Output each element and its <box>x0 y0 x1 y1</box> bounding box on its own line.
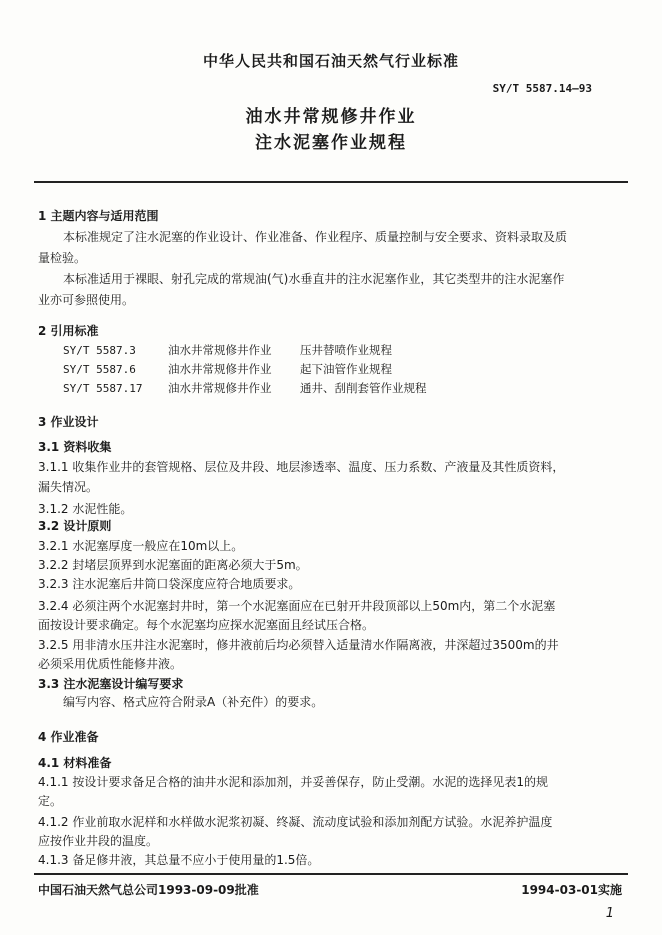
subsection-heading: 3.1 资料收集 <box>38 440 112 454</box>
reference-item <box>63 361 392 377</box>
approval-date: 中国石油天然气总公司1993-09-09批准 <box>38 883 259 897</box>
reference-title: 通井、刮削套管作业规程 <box>300 381 427 395</box>
paragraph: 本标准规定了注水泥塞的作业设计、作业准备、作业程序、质量控制与安全要求、资料录取及质 <box>63 230 568 244</box>
clause: 4.1.3 备足修井液，其总量不应小于使用量的1.5倍。 <box>38 853 320 867</box>
clause: 3.1.1 收集作业井的套管规格、层位及井段、地层渗透率、温度、压力系数、产液量及其性质资料， <box>38 460 565 474</box>
clause: 定。 <box>38 794 63 808</box>
subsection-heading: 3.2 设计原则 <box>38 519 112 533</box>
clause: 3.2.2 封堵层顶界到水泥塞面的距离必须大于5m。 <box>38 558 308 572</box>
clause: 4.1.1 按设计要求备足合格的油井水泥和添加剂，并妥善保存，防止受潮。水泥的选择见表1的规 <box>38 775 548 789</box>
paragraph: 业亦可参照使用。 <box>38 293 135 307</box>
issuing-organization: 中华人民共和国石油天然气行业标准 <box>202 52 459 70</box>
reference-title: 起下油管作业规程 <box>300 362 392 376</box>
clause: 漏失情况。 <box>38 480 99 494</box>
clause: 应按作业井段的温度。 <box>38 834 159 848</box>
reference-prefix: 油水井常规修井作业 <box>168 362 272 376</box>
reference-item <box>63 342 392 358</box>
clause: 面按设计要求确定。每个水泥塞均应探水泥塞面且经试压合格。 <box>38 618 375 632</box>
reference-prefix: 油水井常规修井作业 <box>168 381 272 395</box>
reference-code: SY/T 5587.6 <box>63 363 136 376</box>
subsection-heading: 3.3 注水泥塞设计编写要求 <box>38 677 184 691</box>
reference-title: 压井替喷作业规程 <box>300 343 392 357</box>
clause: 必须采用优质性能修井液。 <box>38 657 183 671</box>
clause: 3.2.1 水泥塞厚度一般应在10m以上。 <box>38 539 244 553</box>
paragraph: 量检验。 <box>38 251 87 265</box>
clause: 3.2.4 必须注两个水泥塞封井时，第一个水泥塞面应在已射开井段顶部以上50m内，第二个水泥塞 <box>38 599 556 613</box>
document-title-line1: 油水井常规修井作业 <box>245 107 417 127</box>
reference-code: SY/T 5587.17 <box>63 382 143 395</box>
clause: 3.2.3 注水泥塞后井筒口袋深度应符合地质要求。 <box>38 577 301 591</box>
reference-prefix: 油水井常规修井作业 <box>168 343 272 357</box>
section-3-heading: 3 作业设计 <box>38 415 99 429</box>
implementation-date: 1994-03-01实施 <box>521 883 622 897</box>
clause: 3.2.5 用非清水压井注水泥塞时，修井液前后均必须替入适量清水作隔离液，井深超过3500m的井 <box>38 638 559 652</box>
section-2-heading: 2 引用标准 <box>38 324 99 338</box>
document-title-line2: 注水泥塞作业规程 <box>255 133 407 153</box>
paragraph: 本标准适用于裸眼、射孔完成的常规油(气)水垂直井的注水泥塞作业，其它类型井的注水泥塞作 <box>63 272 565 286</box>
header-rule <box>34 181 628 183</box>
clause: 编写内容、格式应符合附录A（补充件）的要求。 <box>63 695 324 709</box>
footer-rule <box>34 873 628 875</box>
clause: 3.1.2 水泥性能。 <box>38 502 133 516</box>
standard-number: SY/T 5587.14—93 <box>492 82 592 95</box>
reference-item <box>63 380 427 396</box>
section-4-heading: 4 作业准备 <box>38 730 99 744</box>
reference-code: SY/T 5587.3 <box>63 344 136 357</box>
clause: 4.1.2 作业前取水泥样和水样做水泥浆初凝、终凝、流动度试验和添加剂配方试验。水泥养护温度 <box>38 815 553 829</box>
page-number: 1 <box>605 906 614 921</box>
subsection-heading: 4.1 材料准备 <box>38 756 112 770</box>
section-1-heading: 1 主题内容与适用范围 <box>38 209 159 223</box>
